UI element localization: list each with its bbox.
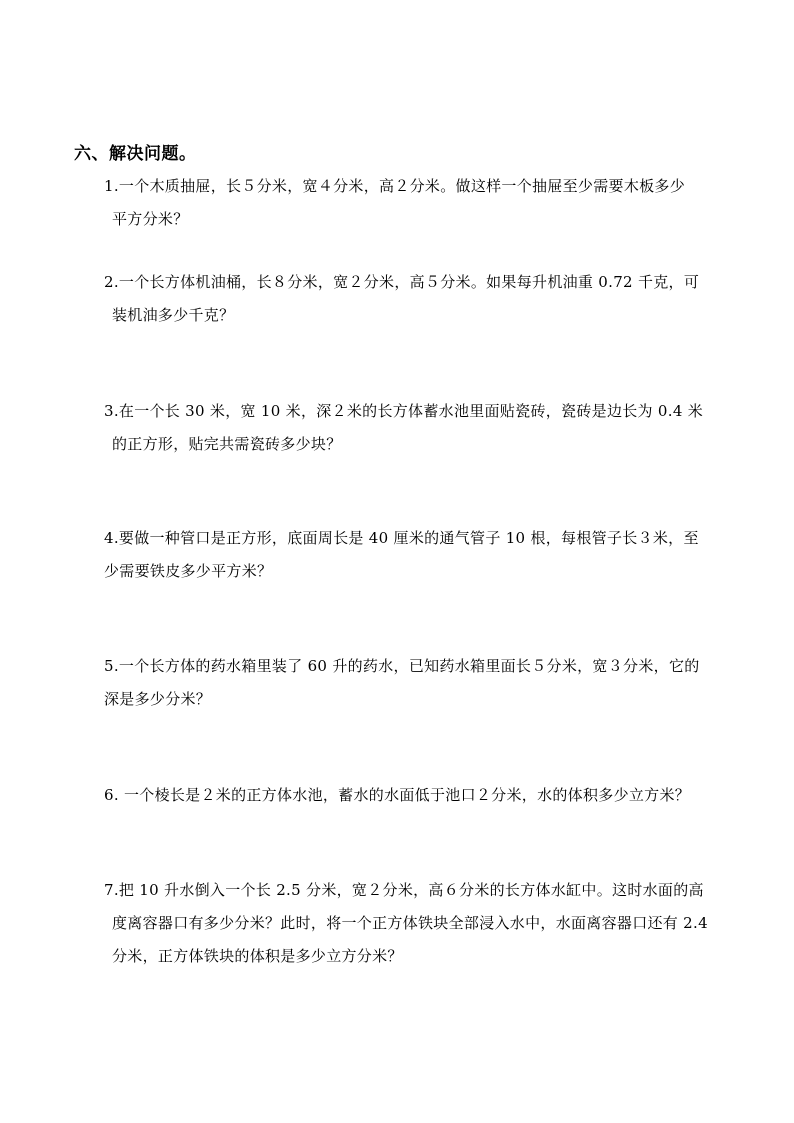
problem-3-line-1: 3.在一个长 30 米，宽 10 米，深２米的长方体蓄水池里面贴瓷砖，瓷砖是边长为 0.4 米 [104,402,704,420]
problem-5 [104,650,744,716]
problem-1 [104,170,744,236]
problem-7-line-2: 度离容器口有多少分米？此时，将一个正方体铁块全部浸入水中，水面离容器口还有 2.4 [112,914,708,932]
problem-4-line-2: 少需要铁皮多少平方米？ [104,562,273,580]
problem-5-line-1: 5.一个长方体的药水箱里装了 60 升的药水，已知药水箱里面长５分米，宽３分米，它的 [104,657,700,675]
problem-3-line-2: 的正方形，贴完共需瓷砖多少块？ [112,435,342,453]
problem-4 [104,522,744,588]
problem-7 [104,874,744,973]
problem-1-line-2: 平方分米？ [112,210,189,228]
problem-7-line-3: 分米，正方体铁块的体积是多少立方分米？ [112,947,403,965]
problem-5-line-2: 深是多少分米？ [104,690,212,708]
problem-7-line-1: 7.把 10 升水倒入一个长 2.5 分米，宽２分米，高６分米的长方体水缸中。这时水面的高 [104,881,704,899]
problem-3 [104,395,744,461]
section-title: 六、解决问题。 [74,144,197,164]
problem-2-line-1: 2.一个长方体机油桶，长８分米，宽２分米，高５分米。如果每升机油重 0.72 千克，可 [104,273,700,291]
problem-4-line-1: 4.要做一种管口是正方形，底面周长是 40 厘米的通气管子 10 根，每根管子长３米，至 [104,529,699,547]
problem-1-line-1: 1.一个木质抽屉，长５分米，宽４分米，高２分米。做这样一个抽屉至少需要木板多少 [104,177,686,195]
problem-2-line-2: 装机油多少千克？ [112,306,235,324]
problem-2 [104,266,744,332]
problem-6-line-1: 6. 一个棱长是２米的正方体水池，蓄水的水面低于池口２分米，水的体积多少立方米？ [104,786,691,804]
problem-6 [104,779,744,812]
